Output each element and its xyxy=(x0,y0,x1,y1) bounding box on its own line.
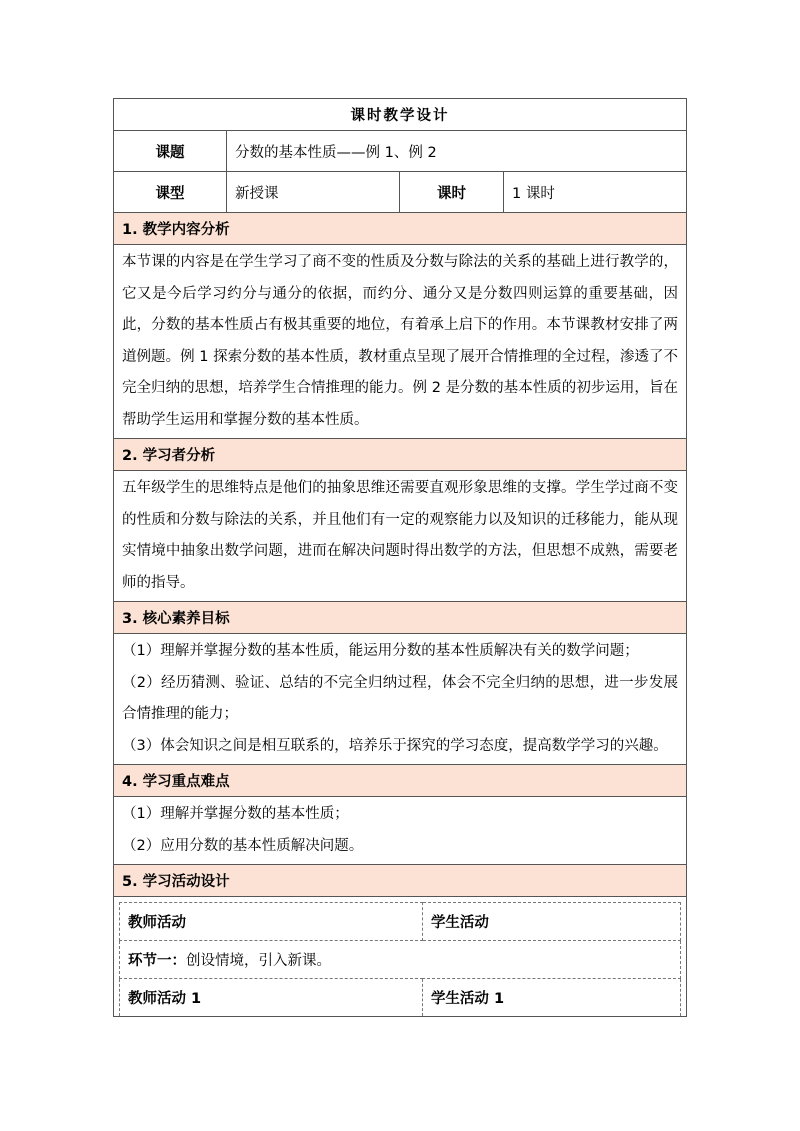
paragraph: 五年级学生的思维特点是他们的抽象思维还需要直观形象思维的支撑。学生学过商不变的性质和分数与除法的关系，并且他们有一定的观察能力以及知识的迁移能力，能从现实情境中抽象出数学问题，进而在解决问题时得出数学的方法，但思想不成熟，需要老师的指导。 xyxy=(122,480,678,591)
section-body-content-analysis xyxy=(114,245,687,439)
lesson-hours-value: 1 课时 xyxy=(504,172,687,213)
teacher-activity-header: 教师活动 xyxy=(120,903,423,941)
section-body-key-points xyxy=(114,797,687,865)
stage-one-text: 环节一：创设情境，引入新课。 xyxy=(128,953,331,969)
topic-label: 课题 xyxy=(114,131,227,172)
topic-value: 分数的基本性质——例 1、例 2 xyxy=(227,131,687,172)
section-heading-activity-design: 5. 学习活动设计 xyxy=(114,865,687,897)
section-heading-content-analysis: 1. 教学内容分析 xyxy=(114,213,687,245)
section-heading-learner-analysis: 2. 学习者分析 xyxy=(114,439,687,471)
student-activity-header: 学生活动 xyxy=(422,903,680,941)
document-title: 课时教学设计 xyxy=(114,99,687,131)
goal-item: （1）理解并掌握分数的基本性质，能运用分数的基本性质解决有关的数学问题； xyxy=(122,643,639,659)
paragraph: 本节课的内容是在学生学习了商不变的性质及分数与除法的关系的基础上进行教学的，它又是今后学习约分与通分的依据，而约分、通分又是分数四则运算的重要基础，因此，分数的基本性质占有极其重要的地位，有着承上启下的作用。本节课教材安排了两道例题。例 1 探索分数的基本性质，教材重点呈现了展开合情推理的全过程，渗透了不完全归纳的思想，培养学生合情推理的能力。例 2 是分数的基本性质的初步运用，旨在帮助学生运用和掌握分数的基本性质。 xyxy=(122,254,678,428)
section-heading-key-points: 4. 学习重点难点 xyxy=(114,765,687,797)
lesson-type-value: 新授课 xyxy=(227,172,400,213)
activity-design-container xyxy=(114,897,687,1017)
goal-item: （3）体会知识之间是相互联系的，培养乐于探究的学习态度，提高数学学习的兴趣。 xyxy=(122,737,668,754)
section-body-core-goals xyxy=(114,634,687,765)
student-activity-1: 学生活动 1 xyxy=(422,979,680,1017)
key-point-item: （2）应用分数的基本性质解决问题。 xyxy=(122,837,364,854)
key-point-item: （1）理解并掌握分数的基本性质； xyxy=(122,806,349,822)
lesson-hours-label: 课时 xyxy=(400,172,504,213)
stage-one-row xyxy=(120,941,681,979)
lesson-design-table xyxy=(113,98,687,1017)
lesson-type-label: 课型 xyxy=(114,172,227,213)
teacher-activity-1: 教师活动 1 xyxy=(120,979,423,1017)
section-heading-core-goals: 3. 核心素养目标 xyxy=(114,602,687,634)
section-body-learner-analysis xyxy=(114,471,687,602)
activity-table xyxy=(119,902,681,1016)
goal-item: （2）经历猜测、验证、总结的不完全归纳过程，体会不完全归纳的思想，进一步发展合情推理的能力； xyxy=(122,674,678,722)
